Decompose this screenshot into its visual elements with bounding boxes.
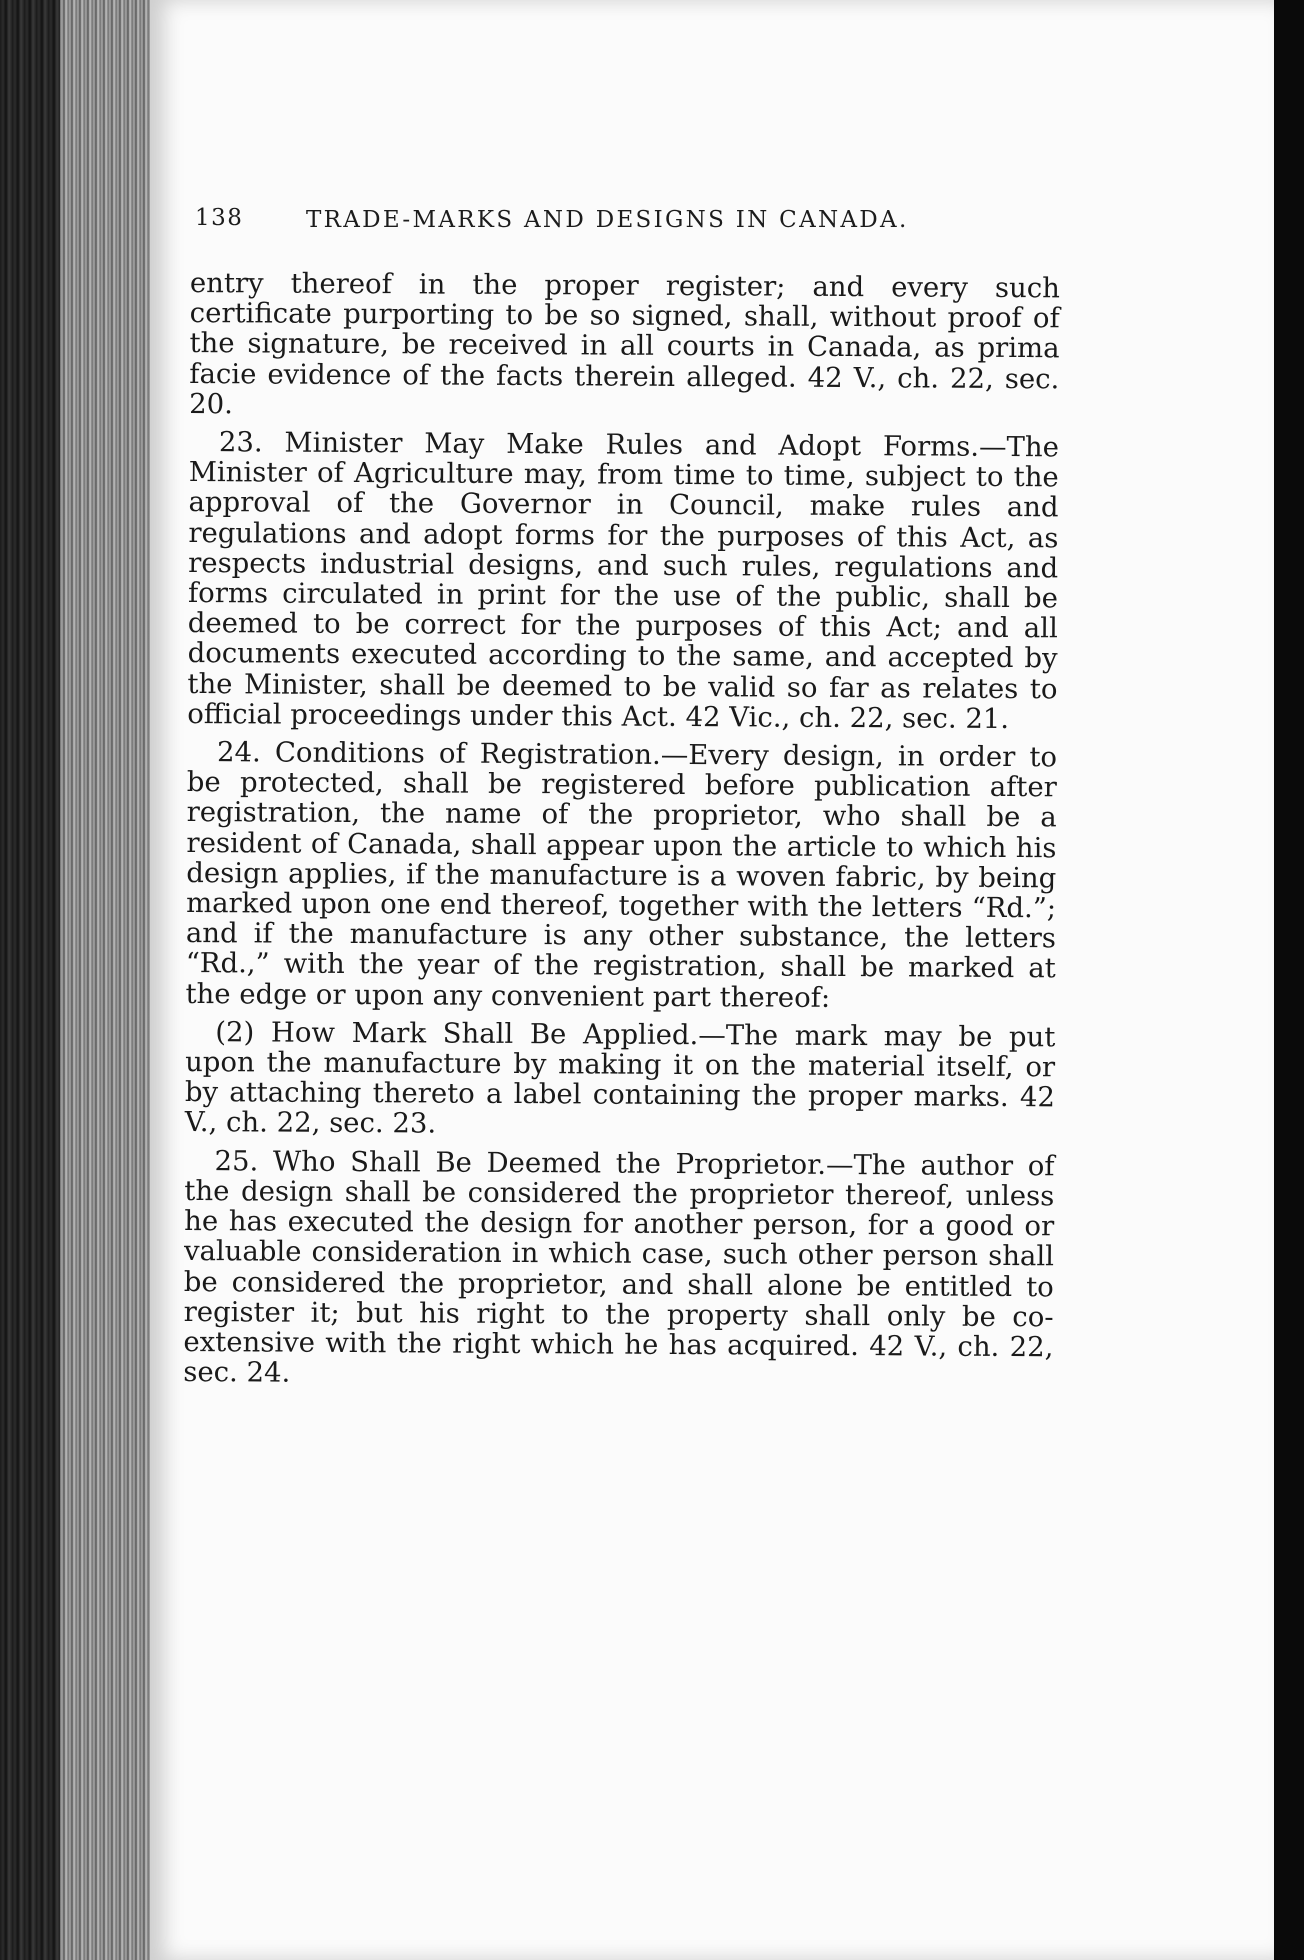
body-text bbox=[183, 268, 1060, 1401]
paragraph-continuation: entry thereof in the proper register; and every such certificate purporting to be so signed, shall, without proof of the signature, be received in all courts in Canada, as prima facie evidence of the facts therein alleged. 42 V., ch. 22, sec. 20. bbox=[189, 267, 1060, 421]
page-edges bbox=[60, 0, 152, 1960]
section-24-2-paragraph: (2) How Mark Shall Be Applied.—The mark may be put upon the manufacture by making it on the material itself, or by attaching thereto a label containing the proper marks. 42 V., ch. 22, sec. 23. bbox=[184, 1016, 1056, 1141]
section-25-paragraph: 25. Who Shall Be Deemed the Proprietor.—The author of the design shall be considered the proprietor thereof, unless he has executed the design for another person, for a good or valuable consideration in which case, such other person shall be considered the proprietor, and shall alone be entitled to register it; but his right to the property shall only be co-extensive with the right which he has acquired. 42 V., ch. 22, sec. 24. bbox=[183, 1144, 1055, 1389]
section-23-paragraph: 23. Minister May Make Rules and Adopt Forms.—The Minister of Agriculture may, from time to time, subject to the approval of the Governor in Council, make rules and regulations and adopt forms for the purposes of this Act, as respects industrial designs, and such rules, regulations and forms circulated in print for the use of the public, shall be deemed to be correct for the purposes of this Act; and all documents executed according to the same, and accepted by the Minister, shall be deemed to be valid so far as relates to official proceedings under this Act. 42 Vic., ch. 22, sec. 21. bbox=[187, 426, 1060, 735]
scan-border bbox=[1274, 0, 1304, 1960]
page-number: 138 bbox=[195, 205, 244, 231]
section-24-paragraph: 24. Conditions of Registration.—Every design, in order to be protected, shall be registered before publication after registration, the name of the proprietor, who shall be a resident of Canada, shall appear upon the article to which his design applies, if the manufacture is a woven fabric, by being marked upon one end thereof, together with the letters “Rd.”; and if the manufacture is any other substance, the letters “Rd.,” with the year of the registration, shall be marked at the edge or upon any convenient part thereof: bbox=[185, 736, 1058, 1014]
running-title: TRADE-MARKS AND DESIGNS IN CANADA. bbox=[306, 207, 909, 233]
